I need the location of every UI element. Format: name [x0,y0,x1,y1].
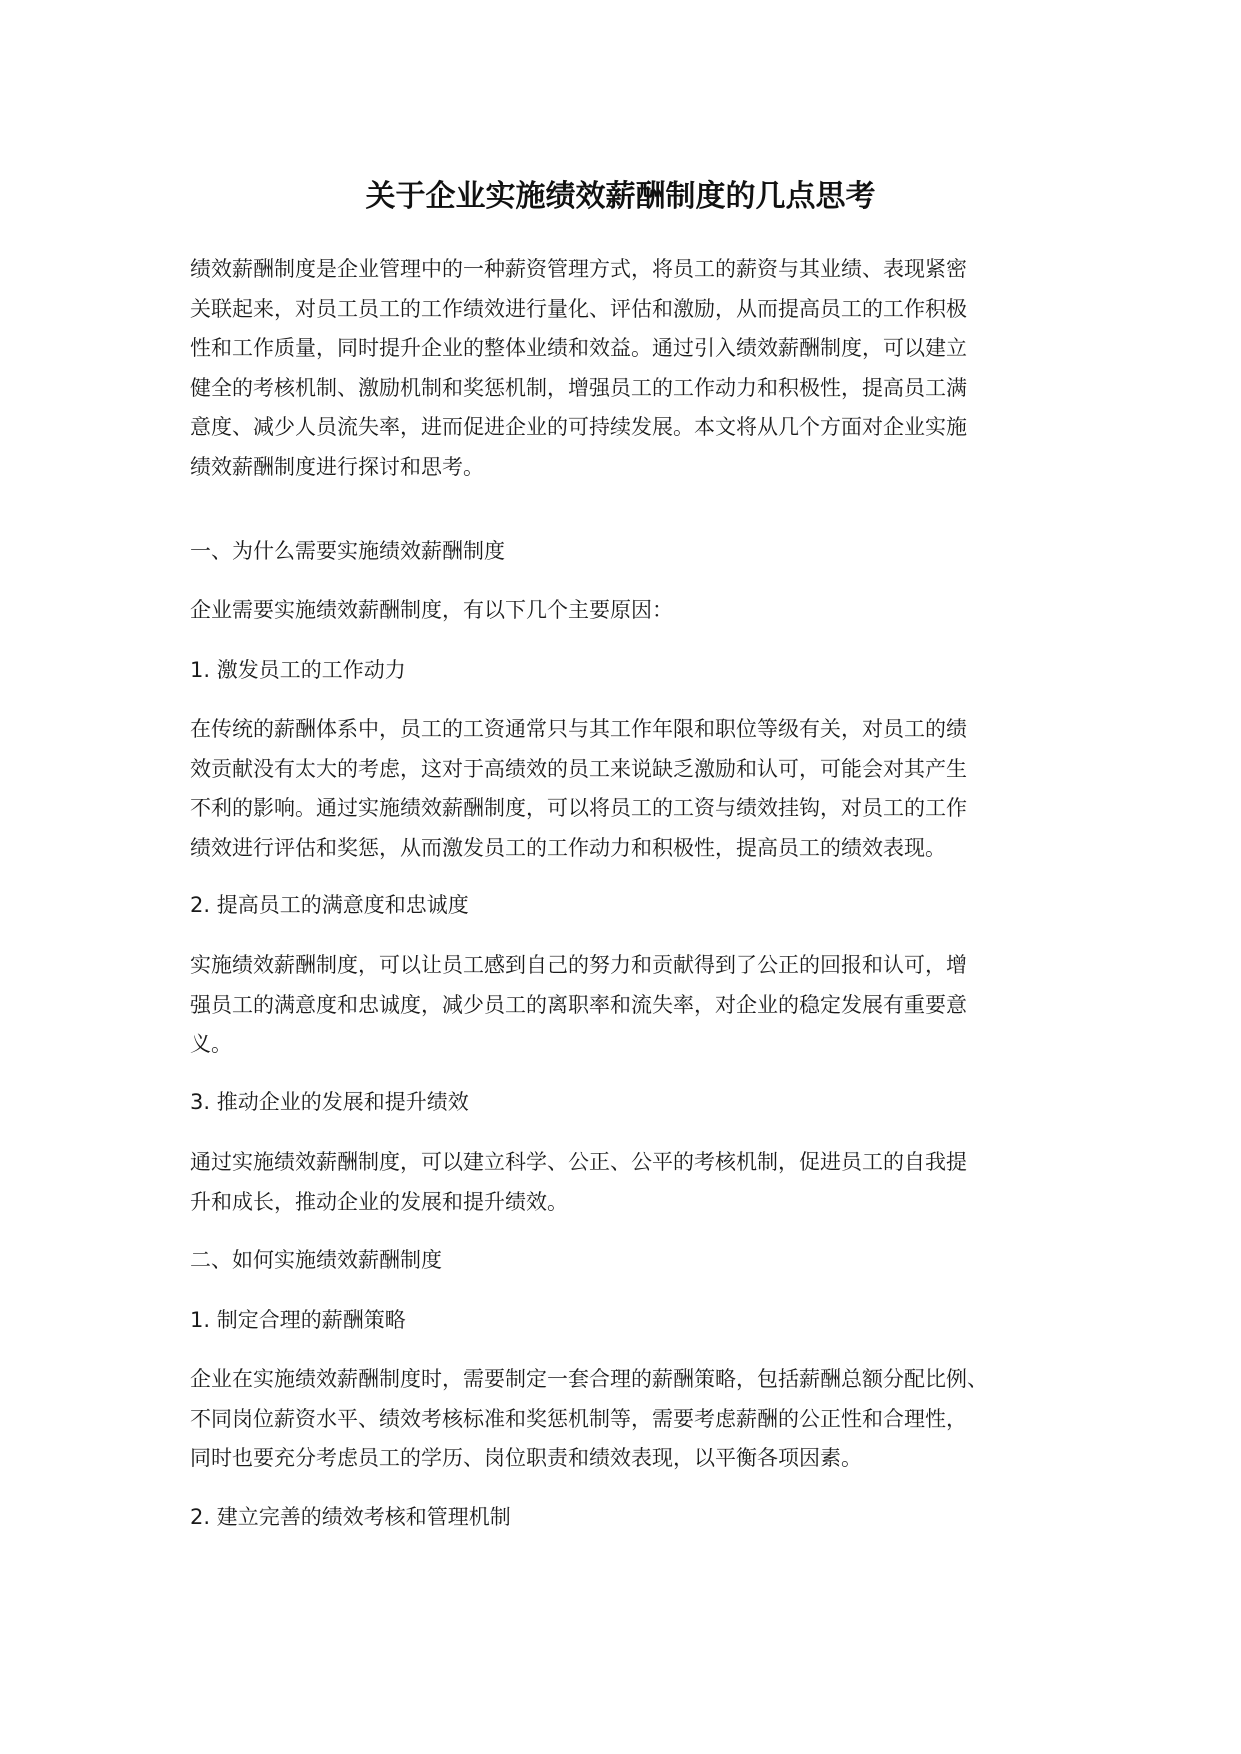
subheading [190,1083,1065,1123]
paragraph-line: 性和工作质量，同时提升企业的整体业绩和效益。通过引入绩效薪酬制度，可以建立 [190,336,967,360]
paragraph-line: 升和成长，推动企业的发展和提升绩效。 [190,1189,568,1214]
intro-paragraph [190,250,1065,487]
paragraph [190,1143,1065,1222]
paragraph-line: 实施绩效薪酬制度，可以让员工感到自己的努力和贡献得到了公正的回报和认可，增 [190,953,967,977]
heading-text: 1. 激发员工的工作动力 [190,658,406,682]
subheading [190,651,1065,691]
paragraph-line: 在传统的薪酬体系中，员工的工资通常只与其工作年限和职位等级有关，对员工的绩 [190,717,967,741]
paragraph-line: 通过实施绩效薪酬制度，可以建立科学、公正、公平的考核机制，促进员工的自我提 [190,1150,967,1174]
heading-text: 2. 提高员工的满意度和忠诚度 [190,893,469,917]
heading-text: 一、为什么需要实施绩效薪酬制度 [190,539,505,563]
paragraph-line: 关联起来，对员工员工的工作绩效进行量化、评估和激励，从而提高员工的工作积极 [190,296,967,321]
subheading [190,886,1065,926]
section-heading [190,1241,1065,1281]
paragraph-line: 健全的考核机制、激励机制和奖惩机制，增强员工的工作动力和积极性，提高员工满 [190,375,967,400]
heading-text: 3. 推动企业的发展和提升绩效 [190,1090,469,1114]
subheading [190,1301,1065,1341]
paragraph [190,591,1065,631]
paragraph-line: 不同岗位薪资水平、绩效考核标准和奖惩机制等，需要考虑薪酬的公正性和合理性， [190,1406,967,1431]
paragraph [190,710,1065,868]
heading-text: 1. 制定合理的薪酬策略 [190,1308,406,1332]
paragraph [190,1360,1065,1479]
paragraph-line: 绩效进行评估和奖惩，从而激发员工的工作动力和积极性，提高员工的绩效表现。 [190,835,946,860]
paragraph-line: 绩效薪酬制度是企业管理中的一种薪资管理方式，将员工的薪资与其业绩、表现紧密 [190,257,967,281]
paragraph-line: 绩效薪酬制度进行探讨和思考。 [190,454,484,479]
paragraph-line: 企业在实施绩效薪酬制度时，需要制定一套合理的薪酬策略，包括薪酬总额分配比例、 [190,1367,988,1391]
subheading [190,1498,1065,1538]
section-heading [190,532,1065,572]
paragraph-line: 同时也要充分考虑员工的学历、岗位职责和绩效表现，以平衡各项因素。 [190,1446,862,1470]
paragraph-line: 义。 [190,1032,232,1056]
document-title: 关于企业实施绩效薪酬制度的几点思考 [365,179,876,214]
heading-text: 2. 建立完善的绩效考核和管理机制 [190,1505,511,1529]
paragraph-line: 企业需要实施绩效薪酬制度，有以下几个主要原因： [190,598,673,622]
paragraph-line: 不利的影响。通过实施绩效薪酬制度，可以将员工的工资与绩效挂钩，对员工的工作 [190,796,967,820]
paragraph-line: 强员工的满意度和忠诚度，减少员工的离职率和流失率，对企业的稳定发展有重要意 [190,992,967,1017]
paragraph-line: 意度、减少人员流失率，进而促进企业的可持续发展。本文将从几个方面对企业实施 [190,415,967,439]
paragraph [190,946,1065,1065]
paragraph-line: 效贡献没有太大的考虑，这对于高绩效的员工来说缺乏激励和认可，可能会对其产生 [190,756,967,781]
heading-text: 二、如何实施绩效薪酬制度 [190,1248,442,1272]
